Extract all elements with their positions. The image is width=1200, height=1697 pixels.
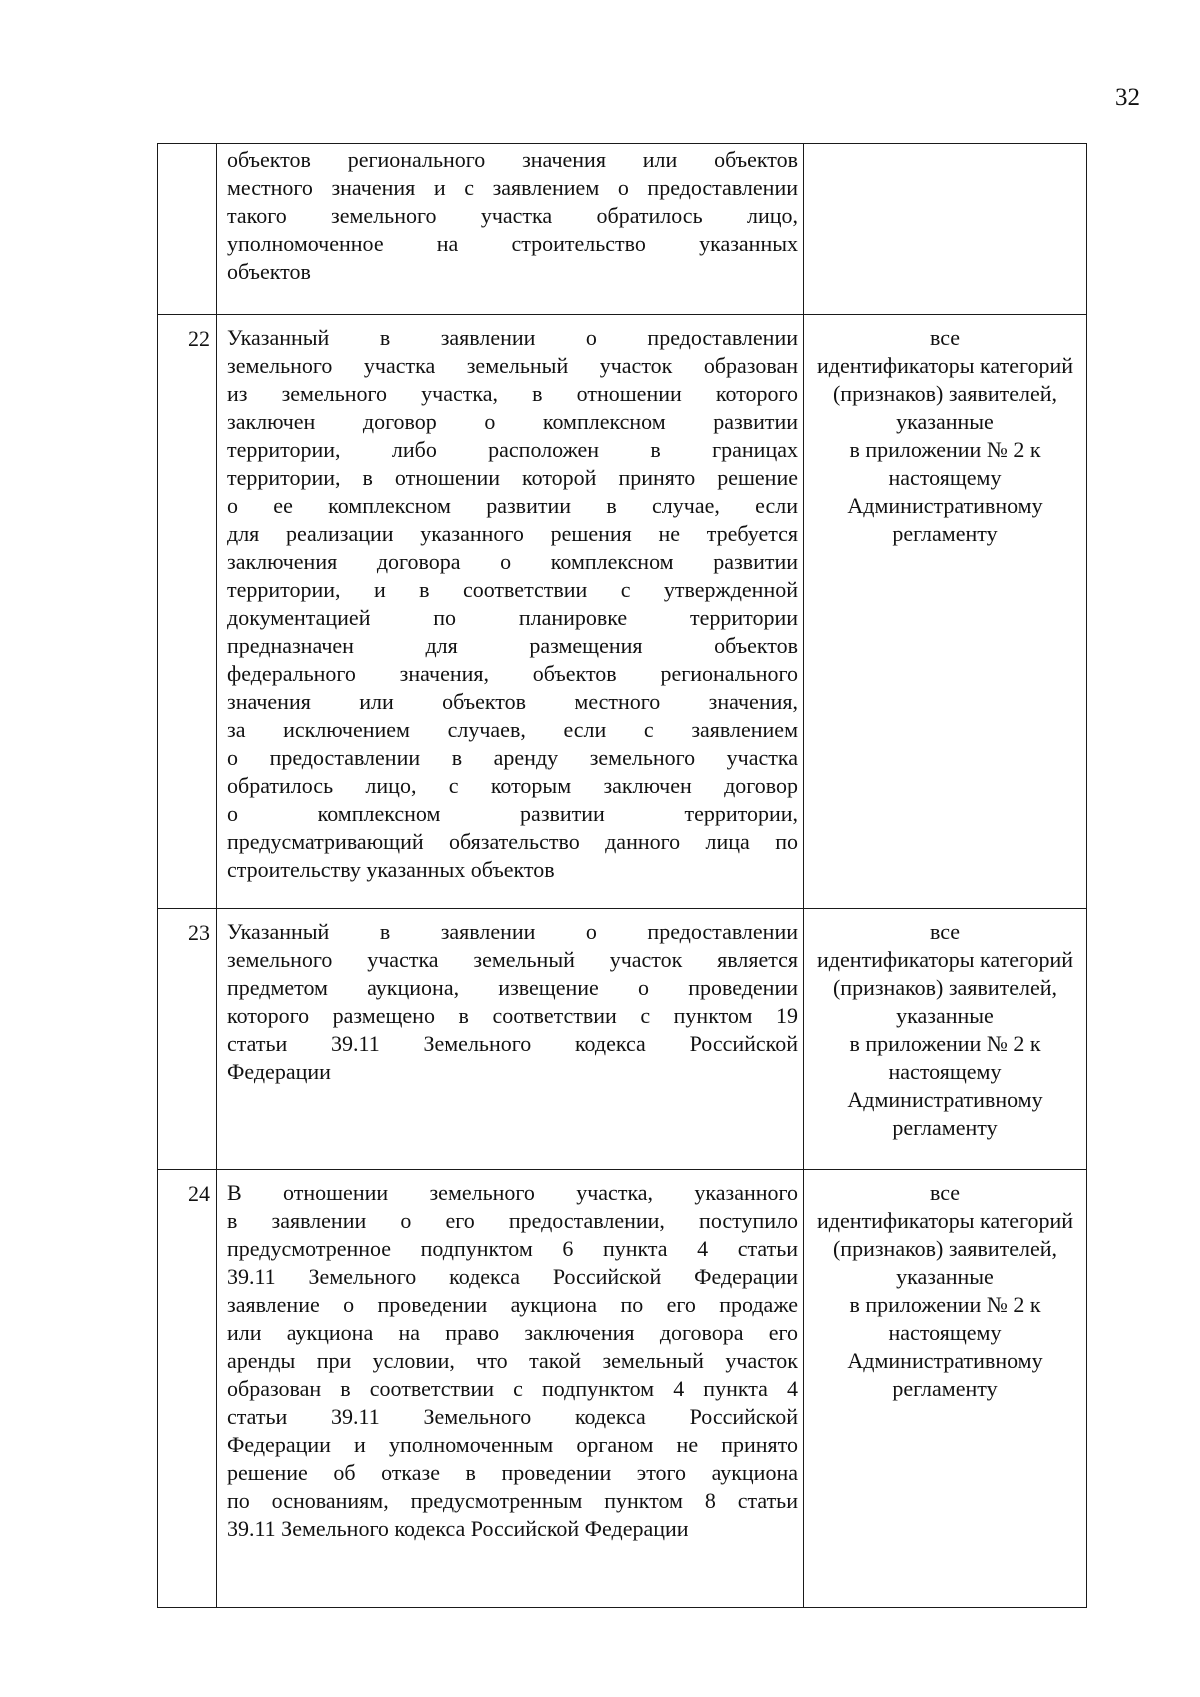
condition-line: такого земельного участка обратилось лицо, — [227, 203, 798, 228]
condition-line: для реализации указанного решения не требуется — [227, 521, 798, 546]
condition-line: земельного участка земельный участок образован — [227, 353, 798, 378]
condition-line: Указанный в заявлении о предоставлении — [227, 919, 798, 944]
applicants-cell — [804, 909, 1087, 1170]
condition-line: о комплексном развитии территории, — [227, 801, 798, 826]
condition-line: Указанный в заявлении о предоставлении — [227, 325, 798, 350]
applicants-line: все — [929, 919, 961, 944]
condition-line: о предоставлении в аренду земельного участка — [227, 745, 798, 770]
criteria-table — [157, 143, 1087, 1608]
applicants-line: регламенту — [892, 1115, 998, 1140]
condition-line: территории, и в соответствии с утвержденной — [227, 577, 798, 602]
condition-line: о ее комплексном развитии в случае, если — [227, 493, 798, 518]
applicants-line: настоящему — [888, 1320, 1002, 1345]
row-number — [158, 144, 217, 315]
condition-line: заключения договора о комплексном развитии — [227, 549, 798, 574]
condition-cell — [217, 1170, 804, 1608]
condition-cell — [217, 909, 804, 1170]
applicants-line: Административному — [847, 1087, 1043, 1112]
applicants-line: все — [929, 1180, 961, 1205]
condition-line: образован в соответствии с подпунктом 4 пункта 4 — [227, 1376, 798, 1401]
condition-line: Федерации — [227, 1059, 331, 1084]
condition-line: документацией по планировке территории — [227, 605, 798, 630]
condition-cell — [217, 144, 804, 315]
condition-line: В отношении земельного участка, указанного — [227, 1180, 798, 1205]
applicants-line: идентификаторы категорий — [816, 947, 1074, 972]
condition-line: предусматривающий обязательство данного лица по — [227, 829, 798, 854]
condition-line: 39.11 Земельного кодекса Российской Федерации — [227, 1516, 689, 1541]
criteria-table-body — [158, 144, 1087, 1608]
applicants-cell — [804, 315, 1087, 909]
condition-line: по основаниям, предусмотренным пунктом 8 статьи — [227, 1488, 798, 1513]
applicants-line: указанные — [896, 409, 994, 434]
table-row — [158, 1170, 1087, 1608]
applicants-line: регламенту — [892, 1376, 998, 1401]
table-row — [158, 909, 1087, 1170]
condition-line: или аукциона на право заключения договора его — [227, 1320, 798, 1345]
condition-line: обратилось лицо, с которым заключен договор — [227, 773, 798, 798]
condition-line: территории, либо расположен в границах — [227, 437, 798, 462]
condition-line: земельного участка земельный участок является — [227, 947, 798, 972]
applicants-line: идентификаторы категорий — [816, 1208, 1074, 1233]
condition-line: местного значения и с заявлением о предоставлении — [227, 175, 798, 200]
condition-line: 39.11 Земельного кодекса Российской Федерации — [227, 1264, 798, 1289]
condition-line: за исключением случаев, если с заявлением — [227, 717, 798, 742]
condition-line: уполномоченное на строительство указанных — [227, 231, 798, 256]
row-number: 22 — [158, 315, 217, 909]
applicants-cell — [804, 1170, 1087, 1608]
applicants-line: все — [929, 325, 961, 350]
applicants-line: Административному — [847, 493, 1043, 518]
applicants-line: в приложении № 2 к — [849, 437, 1041, 462]
row-number: 23 — [158, 909, 217, 1170]
applicants-line: в приложении № 2 к — [849, 1031, 1041, 1056]
table-row — [158, 144, 1087, 315]
condition-line: территории, в отношении которой принято решение — [227, 465, 798, 490]
condition-line: предметом аукциона, извещение о проведении — [227, 975, 798, 1000]
applicants-line: регламенту — [892, 521, 998, 546]
condition-line: объектов регионального значения или объектов — [227, 147, 798, 172]
condition-line: заключен договор о комплексном развитии — [227, 409, 798, 434]
condition-line: заявление о проведении аукциона по его продаже — [227, 1292, 798, 1317]
condition-line: которого размещено в соответствии с пунктом 19 — [227, 1003, 798, 1028]
condition-line: предусмотренное подпунктом 6 пункта 4 статьи — [227, 1236, 798, 1261]
condition-line: предназначен для размещения объектов — [227, 633, 798, 658]
condition-line: статьи 39.11 Земельного кодекса Российской — [227, 1031, 798, 1056]
applicants-line: идентификаторы категорий — [816, 353, 1074, 378]
condition-line: в заявлении о его предоставлении, поступило — [227, 1208, 798, 1233]
applicants-line: настоящему — [888, 465, 1002, 490]
applicants-line: (признаков) заявителей, — [832, 381, 1058, 406]
row-number: 24 — [158, 1170, 217, 1608]
applicants-line: указанные — [896, 1264, 994, 1289]
applicants-line: указанные — [896, 1003, 994, 1028]
condition-line: решение об отказе в проведении этого аукциона — [227, 1460, 798, 1485]
applicants-cell — [804, 144, 1087, 315]
condition-line: федерального значения, объектов регионального — [227, 661, 798, 686]
condition-line: статьи 39.11 Земельного кодекса Российской — [227, 1404, 798, 1429]
page-number: 32 — [1115, 84, 1140, 111]
condition-line: строительству указанных объектов — [227, 857, 555, 882]
condition-line: объектов — [227, 259, 311, 284]
table-row — [158, 315, 1087, 909]
condition-line: из земельного участка, в отношении которого — [227, 381, 798, 406]
applicants-line: (признаков) заявителей, — [832, 975, 1058, 1000]
applicants-line: (признаков) заявителей, — [832, 1236, 1058, 1261]
condition-line: значения или объектов местного значения, — [227, 689, 798, 714]
condition-line: Федерации и уполномоченным органом не принято — [227, 1432, 798, 1457]
condition-line: аренды при условии, что такой земельный участок — [227, 1348, 798, 1373]
applicants-line: настоящему — [888, 1059, 1002, 1084]
condition-cell — [217, 315, 804, 909]
applicants-line: в приложении № 2 к — [849, 1292, 1041, 1317]
applicants-line: Административному — [847, 1348, 1043, 1373]
